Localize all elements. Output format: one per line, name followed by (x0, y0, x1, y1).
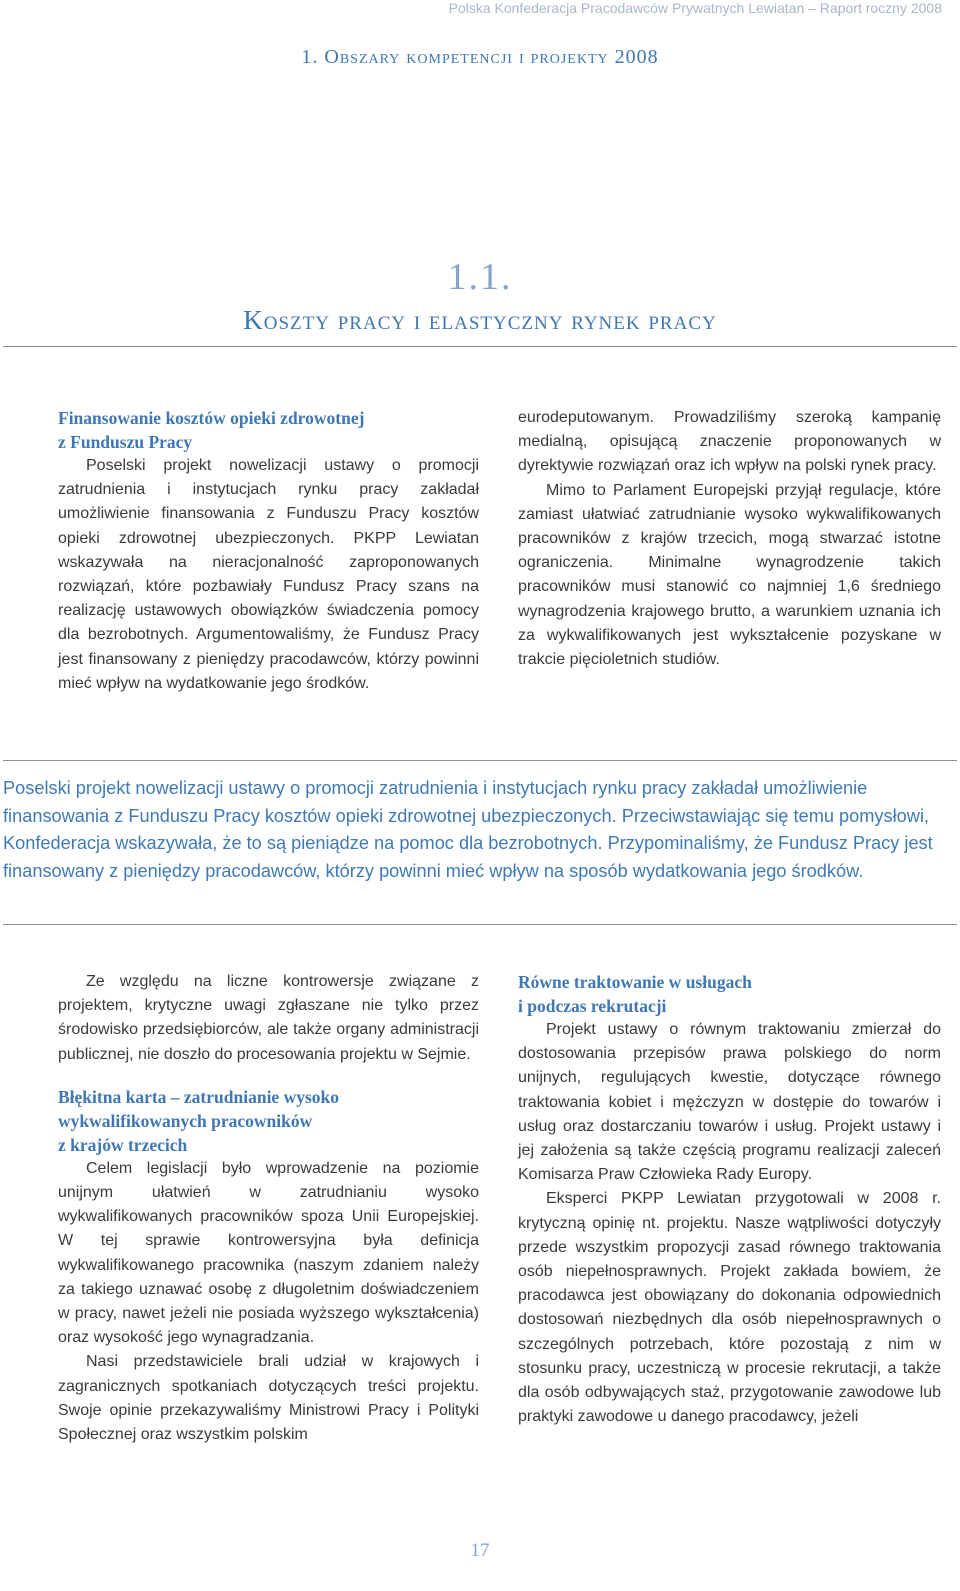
bottom-left-column (58, 970, 479, 1447)
top-left-column (58, 406, 479, 696)
page-number: 17 (470, 1540, 490, 1561)
section-number: 1.1. (447, 256, 513, 298)
heading-line: Finansowanie kosztów opieki zdrowotnej (58, 408, 365, 428)
heading-line: Równe traktowanie w usługach (518, 972, 752, 992)
subsection-heading-health-costs (58, 406, 479, 454)
heading-line: z Funduszu Pracy (58, 432, 193, 452)
body-paragraph: Ze względu na liczne kontrowersje związane z projektem, krytyczne uwagi zgłaszane nie tylko przez środowisko przedsiębiorców, ale także organy administracji publicznej, nie doszło do procesowania projektu w Sejmie. (58, 973, 479, 1063)
body-paragraph: eurodeputowanym. Prowadziliśmy szeroką kampanię medialną, opisującą znaczenie proponowanych w dyrektywie rozwiązań oraz ich wpływ na polski rynek pracy. (518, 409, 941, 475)
body-paragraph: Celem legislacji było wprowadzenie na poziomie unijnym ułatwień w zatrudnianiu wysoko wykwalifikowanych pracowników spoza Unii Europejskiej. W tej sprawie kontrowersyjna była definicja wykwalifikowanego pracownika (naszym zdaniem należy za takiego uznawać osobę z długoletnim doświadczeniem w pracy, nawet jeżeli nie posiada wyższego wykształcenia) oraz wysokość jego wynagradzania. (58, 1159, 479, 1347)
body-paragraph: Projekt ustawy o równym traktowaniu zmierzał do dostosowania przepisów prawa polskiego do norm unijnych, regulujących kwestie, dotyczące równego traktowania kobiet i mężczyzn w dostępie do towarów i usług oraz dostarczaniu towarów i usług. Projekt ustawy i jej założenia są także częścią programu realizacji zaleceń Komisarza Praw Człowieka Rady Europy. (518, 1021, 941, 1184)
highlight-top-rule (3, 760, 957, 761)
highlight-bottom-rule (3, 924, 957, 925)
subsection-heading-equal-treatment (518, 970, 941, 1018)
heading-line: wykwalifikowanych pracowników (58, 1110, 313, 1131)
body-paragraph: Nasi przedstawiciele brali udział w krajowych i zagranicznych spotkaniach dotyczących treści projektu. Swoje opinie przekazywaliśmy Ministrowi Pracy i Polityki Społecznej oraz wszystkim polskim (58, 1353, 479, 1444)
top-right-column (518, 406, 941, 672)
body-paragraph: Poselski projekt nowelizacji ustawy o promocji zatrudnienia i instytucjach rynku pracy zakładał umożliwienie finansowania z Funduszu Pracy kosztów opieki zdrowotnej ubezpieczonych. PKPP Lewiatan wskazywała na nieracjonalność zaproponowanych rozwiązań, które pozbawiały Fundusz Pracy szans na realizację ustawowych obowiązków świadczenia pomocy dla bezrobotnych. Argumentowaliśmy, że Fundusz Pracy jest finansowany z pieniędzy pracodawców, którzy powinni mieć wpływ na wydatkowanie jego środków. (58, 457, 479, 692)
section-title: Koszty pracy i elastyczny rynek pracy (243, 305, 717, 335)
bottom-right-column (518, 970, 941, 1429)
running-header: Polska Konfederacja Pracodawców Prywatnych Lewiatan – Raport roczny 2008 (448, 0, 942, 16)
body-paragraph: Mimo to Parlament Europejski przyjął regulacje, które zamiast ułatwiać zatrudnianie wysoko wykwalifikowanych pracowników z krajów trzecich, mogą stwarzać istotne ograniczenia. Minimalne wynagrodzenie takich pracowników musi stanowić co najmniej 1,6 średniego wynagrodzenia krajowego brutto, a warunkiem uznania ich za wykwalifikowanych jest wykształcenie pozyskane w trakcie pięcioletnich studiów. (518, 481, 941, 669)
heading-line: Błękitna karta – zatrudnianie wysoko (58, 1086, 339, 1107)
body-paragraph: Eksperci PKPP Lewiatan przygotowali w 2008 r. krytyczną opinię nt. projektu. Nasze wątpliwości dotyczyły przede wszystkim propozycji zasad równego traktowania osób niepełnosprawnych. Projekt zakłada bowiem, że pracodawca jest obowiązany do dokonania odpowiednich dostosowań niezbędnych dla osób niepełnosprawnych o szczególnych potrzebach, które pozostają z nim w stosunku pracy, uczestniczą w procesie rekrutacji, a także dla osób odbywających staż, przygotowanie zawodowe lub praktyki zawodowe u danego pracodawcy, jeżeli (518, 1190, 941, 1426)
subsection-heading-blue-card (58, 1085, 479, 1157)
highlight-quote: Poselski projekt nowelizacji ustawy o promocji zatrudnienia i instytucjach rynku pracy zakładał umożliwienie finansowania z Funduszu Pracy kosztów opieki zdrowotnej ubezpieczonych. Przeciwstawiając się temu pomysłowi, Konfederacja wskazywała, że to są pieniądze na pomoc dla bezrobotnych. Przypominaliśmy, że Fundusz Pracy jest finansowany z pieniędzy pracodawców, którzy powinni mieć wpływ na sposób wydatkowania jego środków. (3, 778, 933, 881)
heading-line: z krajów trzecich (58, 1134, 188, 1155)
chapter-title: 1. Obszary kompetencji i projekty 2008 (301, 46, 659, 68)
section-title-rule (3, 346, 957, 347)
heading-line: i podczas rekrutacji (518, 996, 667, 1016)
